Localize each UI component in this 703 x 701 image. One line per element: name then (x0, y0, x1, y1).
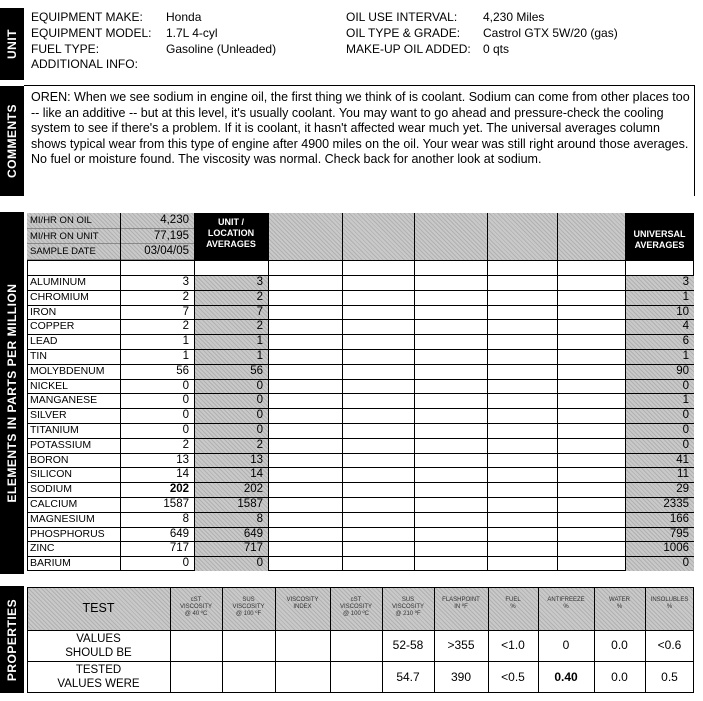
element-value: 2 (182, 438, 189, 451)
property-value (330, 630, 382, 661)
element-unit-avg: 8 (256, 512, 263, 525)
properties-side-label: PROPERTIES (0, 586, 24, 693)
element-name: ZINC (30, 542, 55, 555)
element-value: 0 (182, 557, 189, 570)
property-value: 54.7 (396, 670, 420, 684)
element-name: ALUMINUM (30, 276, 87, 288)
element-universal: 795 (669, 527, 689, 540)
element-universal: 0 (682, 557, 689, 570)
property-header: VISCOSITY INDEX (286, 597, 319, 610)
info-value: 4,230 (120, 213, 194, 229)
element-name: MOLYBDENUM (30, 364, 105, 377)
element-universal: 2335 (663, 498, 689, 510)
element-unit-avg: 1587 (237, 498, 263, 510)
element-name: MAGNESIUM (30, 512, 95, 525)
element-value: 0 (182, 379, 189, 392)
property-value: 0.0 (611, 638, 628, 652)
unit-field-label: EQUIPMENT MAKE: (31, 10, 143, 24)
element-unit-avg: 0 (256, 379, 263, 392)
element-value: 3 (182, 276, 189, 288)
property-value: 0 (562, 638, 570, 652)
unit-field-value: Gasoline (Unleaded) (166, 42, 277, 56)
element-unit-avg: 2 (256, 290, 263, 303)
element-name: POTASSIUM (30, 438, 92, 451)
property-row-label: TESTED VALUES WERE (57, 664, 140, 690)
row-rule (27, 260, 694, 261)
property-value: 0.0 (611, 670, 628, 684)
info-value: 77,195 (120, 229, 194, 245)
info-value: 03/04/05 (120, 244, 194, 260)
property-value: 390 (450, 670, 472, 684)
element-unit-avg: 649 (243, 527, 263, 540)
elements-side-label: ELEMENTS IN PARTS PER MILLION (0, 212, 24, 574)
element-name: SILICON (30, 468, 73, 481)
property-value: >355 (447, 638, 475, 652)
element-universal: 10 (676, 305, 689, 318)
property-header: FUEL % (505, 597, 521, 610)
element-name: CALCIUM (30, 498, 78, 510)
element-universal: 1 (682, 350, 689, 362)
property-value (222, 630, 275, 661)
element-name: TIN (30, 350, 47, 362)
element-value: 2 (182, 290, 189, 303)
comments-text: OREN: When we see sodium in engine oil, the first thing we think of is coolant. Sodium can come from other places too -- like an additive -- but at this level, it's usually coolant. You may want to go ahead and pressure-check the cooling system to see if there's a problem. If it is coolant, it hasn't affected wear much yet. The universal averages column shows typical wear from this type of engine after 4900 miles on the oil. Your wear was still right around those averages. No fuel or moisture found. The viscosity was normal. Check back for another look at sodium. (31, 90, 690, 167)
element-unit-avg: 0 (256, 424, 263, 436)
element-value: 14 (176, 468, 189, 481)
unit-field-label: MAKE-UP OIL ADDED: (346, 42, 471, 56)
element-value: 8 (182, 512, 189, 525)
unit-field-value: 1.7L 4-cyl (166, 26, 218, 40)
unit-field-value: Honda (166, 10, 202, 24)
unit-field-label: FUEL TYPE: (31, 42, 100, 56)
info-label: MI/HR ON UNIT (27, 229, 120, 245)
property-header: FLASHPOINT IN ºF (442, 597, 480, 610)
unit-field-value: 0 qts (483, 42, 510, 56)
grid-band (268, 213, 625, 260)
property-value: 52-58 (392, 638, 424, 652)
element-value: 7 (182, 305, 189, 318)
property-value: <1.0 (501, 638, 525, 652)
element-universal: 1006 (663, 542, 689, 555)
element-value: 202 (169, 483, 189, 496)
element-name: BORON (30, 453, 69, 466)
element-value: 13 (176, 453, 189, 466)
grid-col-rule (557, 213, 558, 571)
grid-col-rule (414, 213, 415, 571)
element-universal: 4 (682, 320, 689, 333)
element-name: IRON (30, 305, 57, 318)
element-value: 1 (182, 335, 189, 348)
info-label: MI/HR ON OIL (27, 213, 120, 229)
element-unit-avg: 0 (256, 557, 263, 570)
element-universal: 29 (676, 483, 689, 496)
property-header: cST VISCOSITY @ 40 ºC (179, 597, 212, 617)
element-name: BARIUM (30, 557, 71, 570)
element-value: 649 (169, 527, 189, 540)
element-universal: 0 (682, 409, 689, 422)
element-unit-avg: 14 (250, 468, 263, 481)
test-header: TEST (82, 601, 115, 615)
property-value (330, 661, 382, 693)
property-header: SUS VISCOSITY @ 100 ºF (232, 597, 265, 617)
comments-side-label: COMMENTS (0, 86, 24, 196)
element-universal: 166 (669, 512, 689, 525)
element-unit-avg: 202 (243, 483, 263, 496)
element-unit-avg: 717 (243, 542, 263, 555)
element-universal: 11 (677, 468, 689, 481)
unit-field-label: OIL TYPE & GRADE: (346, 26, 461, 40)
element-universal: 3 (682, 276, 689, 288)
element-universal: 0 (682, 379, 689, 392)
element-universal: 1 (682, 394, 689, 407)
element-unit-avg: 1 (256, 335, 263, 348)
property-row-label: VALUES SHOULD BE (65, 633, 132, 659)
element-unit-avg: 7 (256, 305, 263, 318)
element-unit-avg: 56 (250, 364, 263, 377)
element-name: MANGANESE (30, 394, 98, 407)
element-name: LEAD (30, 335, 58, 348)
universal-header: UNIVERSAL AVERAGES (625, 213, 694, 260)
property-value: 0.5 (661, 670, 678, 684)
property-header: WATER % (609, 597, 630, 610)
element-name: PHOSPHORUS (30, 527, 105, 540)
property-value (170, 661, 222, 693)
element-unit-avg: 0 (256, 409, 263, 422)
unit-avg-header: UNIT / LOCATION AVERAGES (194, 213, 268, 260)
property-header: INSOLUBLES % (650, 597, 689, 610)
unit-field-label: EQUIPMENT MODEL: (31, 26, 152, 40)
property-value (275, 661, 330, 693)
column-rule (268, 213, 269, 571)
property-value (275, 630, 330, 661)
property-value: <0.5 (501, 670, 525, 684)
element-value: 0 (182, 424, 189, 436)
grid-col-rule (487, 213, 488, 571)
element-universal: 0 (682, 438, 689, 451)
element-unit-avg: 2 (256, 320, 263, 333)
property-value (222, 661, 275, 693)
element-value: 717 (169, 542, 189, 555)
element-universal: 6 (682, 335, 689, 348)
element-universal: 90 (676, 364, 689, 377)
property-value: <0.6 (657, 638, 682, 652)
element-unit-avg: 13 (250, 453, 263, 466)
element-unit-avg: 0 (256, 394, 263, 407)
element-name: CHROMIUM (30, 290, 89, 303)
element-unit-avg: 1 (256, 350, 263, 362)
element-value: 0 (182, 409, 189, 422)
element-universal: 41 (676, 453, 689, 466)
element-unit-avg: 2 (256, 438, 263, 451)
element-unit-avg: 3 (256, 276, 263, 288)
unit-field-value: 4,230 Miles (483, 10, 545, 24)
property-header: cST VISCOSITY @ 100 ºC (339, 597, 372, 617)
element-name: SODIUM (30, 483, 72, 496)
comments-top-rule (24, 85, 695, 86)
element-universal: 1 (682, 290, 689, 303)
unit-field-label: OIL USE INTERVAL: (346, 10, 458, 24)
element-value: 1 (182, 350, 189, 362)
info-label: SAMPLE DATE (27, 244, 120, 260)
element-value: 0 (182, 394, 189, 407)
element-value: 1587 (163, 498, 189, 510)
element-value: 2 (182, 320, 189, 333)
unit-side-label: UNIT (0, 8, 24, 80)
property-value (170, 630, 222, 661)
comments-right-rule (694, 85, 695, 196)
unit-field-label: ADDITIONAL INFO: (31, 57, 138, 71)
element-name: NICKEL (30, 379, 68, 392)
property-header: SUS VISCOSITY @ 210 ºF (391, 597, 424, 617)
unit-field-value: Castrol GTX 5W/20 (gas) (483, 26, 618, 40)
element-name: SILVER (30, 409, 67, 422)
element-value: 56 (176, 364, 189, 377)
element-universal: 0 (682, 424, 689, 436)
element-name: TITANIUM (30, 424, 79, 436)
element-name: COPPER (30, 320, 75, 333)
property-header: ANTIFREEZE % (547, 597, 585, 610)
property-value: 0.40 (554, 670, 578, 684)
grid-col-rule (342, 213, 343, 571)
